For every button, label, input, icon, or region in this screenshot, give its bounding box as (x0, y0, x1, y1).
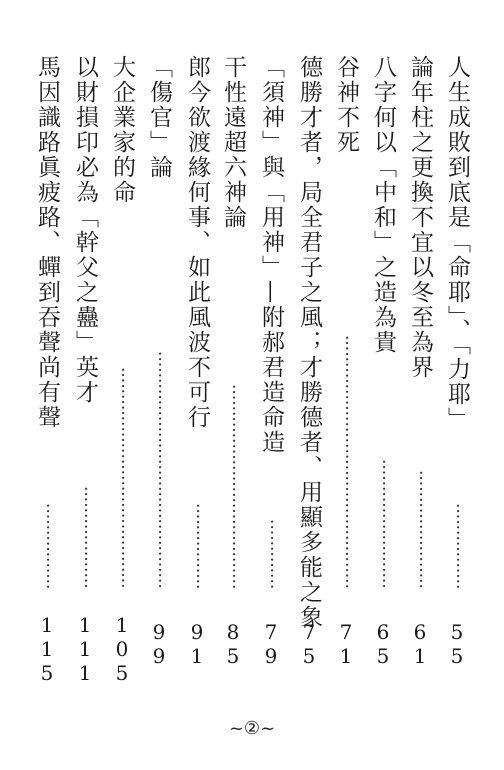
toc-entry-title: 人生成敗到底是「命耶」、「力耶」 (444, 55, 470, 432)
toc-entry-title: 德勝才者，局全君子之風；才勝德者、用顯多能之象 (296, 55, 322, 630)
toc-entry-page-number: 115 (35, 613, 59, 685)
toc-dot-leader: ························ (373, 459, 393, 589)
toc-dot-leader: ··············································· (336, 335, 356, 589)
toc-dot-leader: ················ (447, 502, 467, 589)
toc-entry-title: 郎今欲渡緣何事、如此風波不可行 (184, 55, 210, 430)
toc-entry-title: 以財損印必為「幹父之蠱」英才 (72, 55, 98, 405)
toc-entry (442, 55, 472, 675)
toc-dot-leader: ············································ (149, 351, 169, 589)
toc-entry-page-number: 111 (73, 613, 97, 685)
toc-entry (218, 55, 248, 675)
toc-entry-title: 「傷官」論 (146, 55, 172, 180)
toc-entry-title: 八字何以「中和」之造為貴 (370, 55, 396, 355)
toc-entry-page-number: 71 (334, 620, 358, 668)
toc-entry (294, 55, 324, 675)
toc-entry-title: 大企業家的命 (109, 55, 135, 205)
toc-entry (107, 55, 137, 685)
toc-entry-page-number: 79 (259, 620, 283, 668)
toc-entry (405, 55, 435, 675)
toc-entry-title: 馬因識路眞疲路、蟬到吞聲尚有聲 (34, 55, 60, 430)
toc-entry-title: 谷神不死 (333, 55, 359, 155)
toc-entry-title: 干性遠超六神論 (220, 55, 246, 230)
toc-entry-title: 「須神」與「用神」—附郝君造命造 (258, 55, 284, 455)
toc-entry (368, 55, 398, 675)
toc-entry-page-number: 99 (147, 620, 171, 668)
toc-entry-page-number: 75 (297, 620, 321, 668)
toc-dot-leader: ······················ (410, 470, 430, 589)
toc-dot-leader: ··················· (75, 486, 95, 589)
toc-entry-page-number: 105 (110, 613, 134, 685)
toc-entry (182, 55, 212, 675)
toc-entry-page-number: 85 (221, 620, 245, 668)
toc-entry (144, 55, 174, 675)
toc-dot-leader: ······································ (223, 383, 243, 589)
toc-entry-page-number: 91 (185, 620, 209, 668)
page-folio: ~②~ (228, 718, 276, 739)
toc-entry (32, 55, 62, 685)
toc-entry-page-number: 61 (408, 620, 432, 668)
toc-entry (256, 55, 286, 675)
toc-dot-leader: ················ (187, 502, 207, 589)
toc-entry (70, 55, 100, 685)
toc-entry-page-number: 65 (371, 620, 395, 668)
toc-entry-title: 論年柱之更換不宜以冬至為界 (407, 55, 433, 380)
toc-dot-leader: ············· (261, 518, 281, 589)
toc-entry (331, 55, 361, 675)
toc-entry-page-number: 55 (445, 620, 469, 668)
toc-dot-leader: ················ (37, 502, 57, 589)
toc-dot-leader: ········································· (112, 367, 132, 589)
